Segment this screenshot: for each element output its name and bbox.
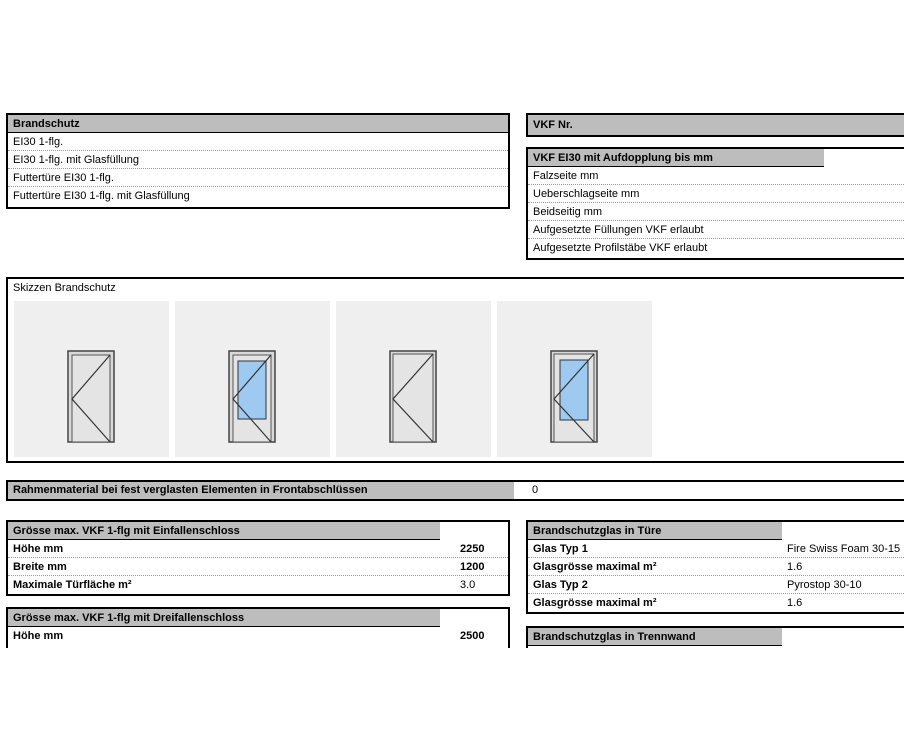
vkf-nr-label[interactable]: VKF Nr. (528, 115, 904, 135)
vkf-aufdopplung-panel (526, 147, 904, 260)
row-label: Glasgrösse maximal m² (533, 561, 657, 573)
einfallenschloss-header: Grösse max. VKF 1-flg mit Einfallenschloss (8, 522, 440, 540)
row-label: Glas Typ 2 (533, 579, 588, 591)
door-icon (67, 350, 115, 443)
skizzen-panel (6, 277, 904, 463)
page-bottom-blank (0, 648, 904, 753)
vkf-aufdopplung-item[interactable]: Falzseite mm (528, 167, 904, 185)
row-label: Maximale Türfläche m² (13, 579, 132, 591)
row-value[interactable]: 3.0 (460, 579, 476, 591)
door-sketch-futtertuere-glass[interactable] (497, 301, 652, 457)
row-value[interactable]: 1.6 (787, 561, 803, 573)
row-value[interactable]: Fire Swiss Foam 30-15 (787, 543, 901, 555)
vkf-nr-panel (526, 113, 904, 137)
door-glass-icon (550, 350, 598, 443)
brandschutz-item[interactable]: EI30 1-flg. mit Glasfüllung (8, 151, 508, 169)
row-label: Glasgrösse maximal m² (533, 597, 657, 609)
glas-tuere-row (528, 558, 904, 576)
vkf-aufdopplung-item[interactable]: Aufgesetzte Füllungen VKF erlaubt (528, 221, 904, 239)
einfallenschloss-row (8, 576, 508, 594)
door-sketch-ei30-glass[interactable] (175, 301, 330, 457)
brandschutz-item[interactable]: EI30 1-flg. (8, 133, 508, 151)
vkf-aufdopplung-item[interactable]: Beidseitig mm (528, 203, 904, 221)
vkf-aufdopplung-header: VKF EI30 mit Aufdopplung bis mm (528, 149, 824, 167)
rahmenmaterial-panel (6, 480, 904, 501)
brandschutz-panel (6, 113, 510, 209)
row-value[interactable]: 2500 (460, 630, 485, 642)
brandschutz-item[interactable]: Futtertüre EI30 1-flg. mit Glasfüllung (13, 190, 190, 202)
vkf-aufdopplung-item[interactable]: Aufgesetzte Profilstäbe VKF erlaubt (533, 242, 708, 254)
glas-tuere-row (528, 540, 904, 558)
dreifallenschloss-header: Grösse max. VKF 1-flg mit Dreifallenschloss (8, 609, 440, 627)
door-icon (389, 350, 437, 443)
rahmenmaterial-label: Rahmenmaterial bei fest verglasten Elementen in Frontabschlüssen (8, 482, 514, 499)
row-value[interactable]: 1200 (460, 561, 485, 573)
row-label: Glas Typ 1 (533, 543, 588, 555)
glas-trennwand-header: Brandschutzglas in Trennwand (528, 628, 782, 646)
dreifallenschloss-row (8, 627, 508, 645)
row-value[interactable]: 1.6 (787, 597, 803, 609)
glas-tuere-row (528, 576, 904, 594)
brandschutz-header: Brandschutz (8, 115, 508, 133)
row-value[interactable]: 2250 (460, 543, 485, 555)
door-sketch-futtertuere[interactable] (336, 301, 491, 457)
glas-tuere-panel (526, 520, 904, 614)
einfallenschloss-row (8, 558, 508, 576)
row-label: Höhe mm (13, 543, 64, 555)
row-label: Höhe mm (13, 630, 64, 642)
einfallenschloss-row (8, 540, 508, 558)
row-value[interactable]: Pyrostop 30-10 (787, 579, 862, 591)
einfallenschloss-panel (6, 520, 510, 596)
door-glass-icon (228, 350, 276, 443)
glas-tuere-row (528, 594, 904, 612)
skizzen-title: Skizzen Brandschutz (13, 282, 116, 294)
rahmenmaterial-value[interactable]: 0 (532, 484, 539, 496)
door-sketch-ei30[interactable] (14, 301, 169, 457)
vkf-aufdopplung-item[interactable]: Ueberschlagseite mm (528, 185, 904, 203)
glas-tuere-header: Brandschutzglas in Türe (528, 522, 782, 540)
row-label: Breite mm (13, 561, 67, 573)
brandschutz-item[interactable]: Futtertüre EI30 1-flg. (8, 169, 508, 187)
